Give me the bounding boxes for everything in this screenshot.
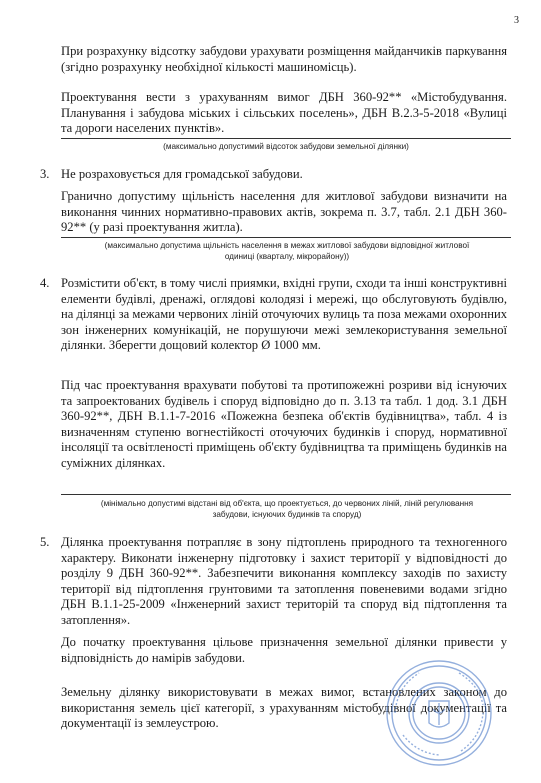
paragraph-parking bbox=[61, 44, 507, 75]
paragraph-text: До початку проектування цільове призначення земельної ділянки привести у відповідність до намірів забудови. bbox=[61, 635, 507, 665]
official-seal-stamp bbox=[383, 657, 495, 769]
paragraph-text: Розмістити об'єкт, в тому числі приямки, вхідні групи, сходи та інші конструктивні елементи будівлі, дренажі, оглядові колодязі і мережі, що обслуговують будівлю, на ділянці за межами червоних ліній оточуючих вулиць та поза межами охоронних зон інженерних комунікацій, не порушуючи межі землекористування земельної ділянки. Зберегти дощовий колектор Ø 1000 мм. bbox=[61, 276, 507, 353]
paragraph-population-density bbox=[61, 189, 507, 236]
paragraph-item-5 bbox=[61, 535, 507, 629]
paragraph-text: Не розраховується для громадської забудови. bbox=[61, 167, 303, 181]
paragraph-text: Гранично допустиму щільність населення для житлової забудови визначити на виконання чинних нормативно-правових актів, зокрема п. 3.7, табл. 2.1 ДБН 360-92** (у разі проектування житла). bbox=[61, 189, 507, 235]
item-number: 3. bbox=[40, 167, 50, 181]
field-caption: (мінімально допустимі відстані від об'єкта, що проектується, до червоних ліній, ліній регулювання забудови, існуючих будинків та споруд) bbox=[100, 499, 474, 519]
page-number: 3 bbox=[514, 15, 519, 26]
paragraph-fire-distances bbox=[61, 378, 507, 472]
paragraph-text: Земельну ділянку використовувати в межах вимог, встановлених законом до використання земель цієї категорії, з урахуванням містобудівної документації та документації із землеустрою. bbox=[61, 685, 507, 731]
paragraph-text: При розрахунку відсотку забудови урахувати розміщення майданчиків паркування (згідно розрахунку необхідної кількості машиномісць). bbox=[61, 44, 507, 74]
item-number: 4. bbox=[40, 276, 50, 290]
paragraph-item-4 bbox=[61, 276, 507, 354]
item-number: 5. bbox=[40, 535, 50, 549]
paragraph-text: Ділянка проектування потрапляє в зону підтоплень природного та техногенного характеру. Виконати інженерну підготовку і захист території у відповідності до розділу 9 ДБН 360-92**. Забезпечити виконання комплексу заходів по захисту території від підтоплення грунтовими та затоплення повеневими водами згідно ДБН В.1.1-25-2009 «Інженерний захист територій та споруд від підтоплення та затоплення». bbox=[61, 535, 507, 627]
field-underline bbox=[61, 237, 511, 238]
field-caption: (максимально допустима щільність населення в межах житлової забудови відповідної житлової одиниці (кварталу, мікрорайону)) bbox=[104, 241, 470, 261]
field-underline bbox=[61, 494, 511, 495]
paragraph-dbn-requirements bbox=[61, 90, 507, 137]
field-caption: (максимально допустимий відсоток забудови земельної ділянки) bbox=[163, 142, 409, 151]
paragraph-text: Проектування вести з урахуванням вимог ДБН 360-92** «Містобудування. Планування і забудова міських і сільських поселень», ДБН В.2.3-5-2018 «Вулиці та дороги населених пунктів». bbox=[61, 90, 507, 136]
field-underline bbox=[61, 138, 511, 139]
paragraph-text: Під час проектування врахувати побутові та протипожежні розриви від існуючих та запроектованих будівель і споруд відповідно до п. 3.13 та табл. 1 дод. 3.1 ДБН 360-92**, ДБН В.1.1-7-2016 «Пожежна безпека об'єктів будівництва», табл. 4 із визначенням ступеню вогнестійкості оточуючих будинків і споруд, нормативної інсоляції та освітленості приміщень об'єкту будівництва та приміщень будинків на суміжних ділянках. bbox=[61, 378, 507, 470]
paragraph-item-3 bbox=[61, 167, 507, 183]
